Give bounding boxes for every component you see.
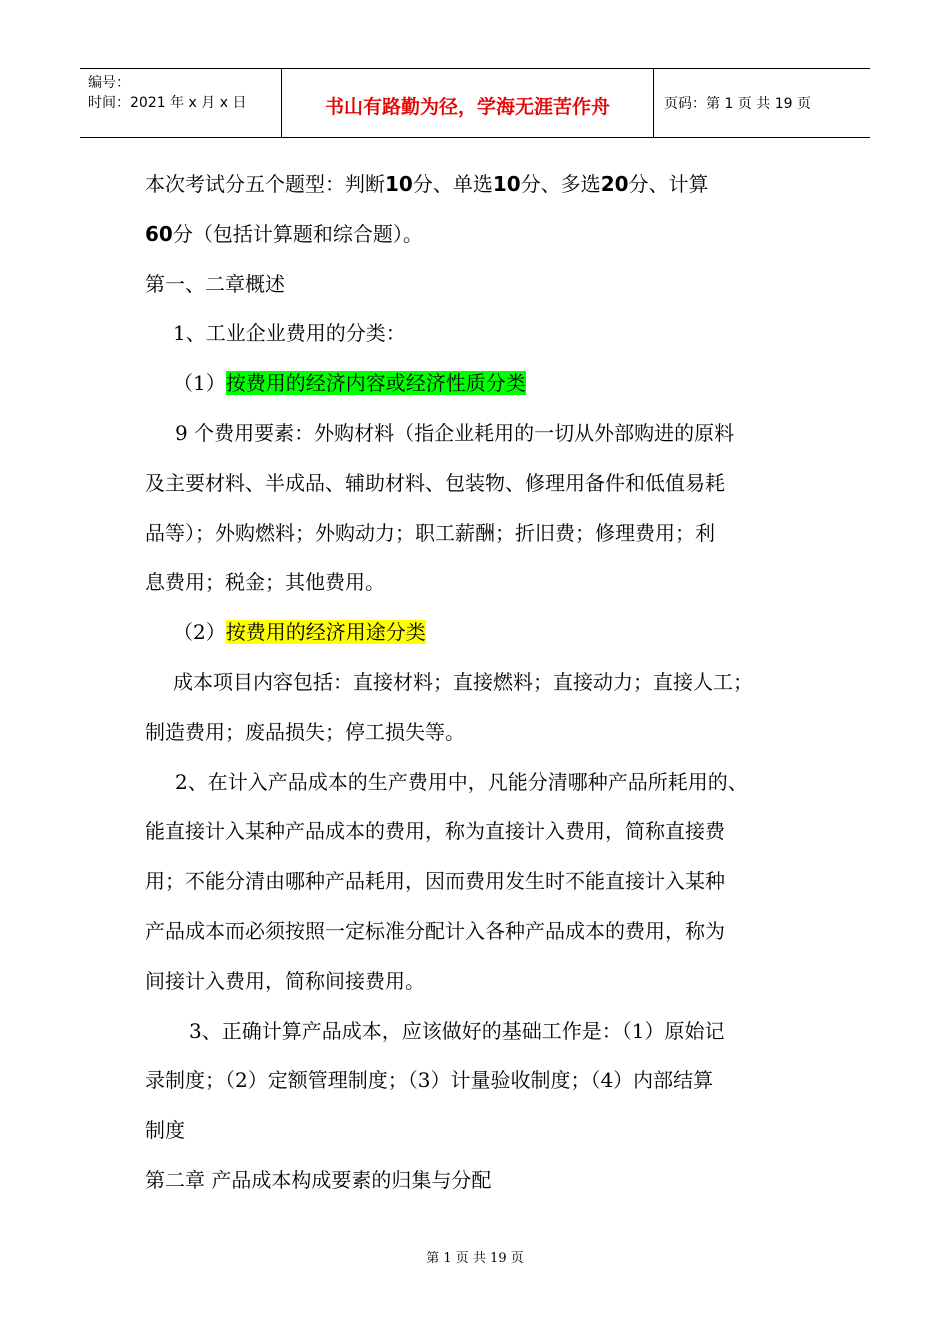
header-motto: 书山有路勤为径，学海无涯苦作舟	[282, 69, 654, 137]
section-2-paragraph: 2、在计入产品成本的生产费用中，凡能分清哪种产品所耗用的、	[175, 769, 748, 794]
paragraph-line: 产品成本而必须按照一定标准分配计入各种产品成本的费用，称为	[145, 918, 725, 943]
header-page-info: 页码：第 1 页 共 19 页	[664, 96, 811, 112]
paragraph-line: 录制度；（2）定额管理制度；（3）计量验收制度；（4）内部结算	[145, 1068, 714, 1093]
highlight-yellow: 按费用的经济用途分类	[225, 620, 426, 645]
exam-intro-line-1: 本次考试分五个题型：判断10分、单选10分、多选20分、计算	[145, 172, 709, 196]
paragraph-line: 息费用；税金；其他费用。	[145, 570, 385, 595]
subsection-1-heading: （1）按费用的经济内容或经济性质分类	[173, 371, 526, 396]
section-3-paragraph: 3、正确计算产品成本，应该做好的基础工作是：（1）原始记	[189, 1018, 725, 1043]
chapter-heading: 第一、二章概述	[145, 271, 285, 296]
paragraph-line: 品等）；外购燃料；外购动力；职工薪酬；折旧费；修理费用；利	[145, 520, 715, 545]
chapter-2-heading: 第二章 产品成本构成要素的归集与分配	[145, 1167, 492, 1192]
paragraph-line: 9 个费用要素：外购材料（指企业耗用的一切从外部购进的原料	[175, 420, 735, 445]
paragraph-line: 成本项目内容包括：直接材料；直接燃料；直接动力；直接人工；	[173, 669, 753, 694]
time-label: 时间：2021 年 x 月 x 日	[88, 95, 247, 111]
number-label: 编号：	[88, 75, 130, 91]
paragraph-line: 及主要材料、半成品、辅助材料、包装物、修理用备件和低值易耗	[145, 470, 725, 495]
paragraph-line: 用；不能分清由哪种产品耗用，因而费用发生时不能直接计入某种	[145, 869, 725, 894]
paragraph-line: 制造费用；废品损失；停工损失等。	[145, 719, 465, 744]
subsection-2-heading: （2）按费用的经济用途分类	[173, 620, 426, 645]
page-footer: 第 1 页 共 19 页	[426, 1251, 524, 1266]
section-1-heading: 1、工业企业费用的分类：	[173, 321, 406, 346]
exam-intro-line-2: 60分（包括计算题和综合题）。	[145, 221, 423, 246]
document-body	[145, 160, 825, 1206]
highlight-green: 按费用的经济内容或经济性质分类	[225, 371, 526, 396]
header-meta	[80, 69, 282, 137]
paragraph-line: 制度	[145, 1118, 185, 1143]
paragraph-line: 能直接计入某种产品成本的费用，称为直接计入费用，简称直接费	[145, 819, 725, 844]
paragraph-line: 间接计入费用，简称间接费用。	[145, 968, 425, 993]
page-header	[80, 68, 870, 138]
